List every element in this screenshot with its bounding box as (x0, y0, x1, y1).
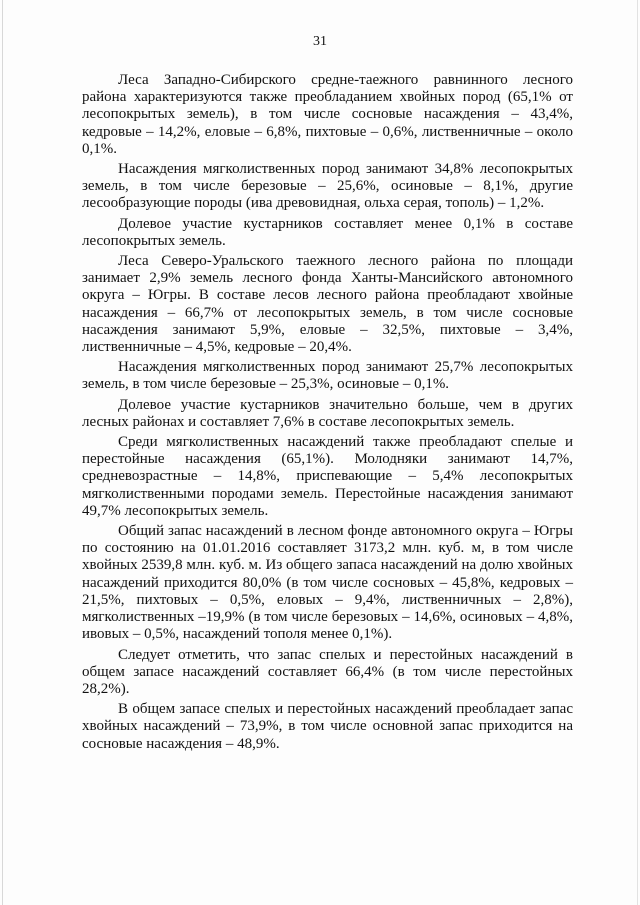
paragraph-6: Долевое участие кустарников значительно больше, чем в других лесных районах и составляет 7,6% в составе лесопокрытых земель. (82, 396, 573, 430)
paragraph-5: Насаждения мягколиственных пород занимают 25,7% лесопокрытых земель, в том числе березовые – 25,3%, осиновые – 0,1%. (82, 359, 573, 393)
paragraph-10: В общем запасе спелых и перестойных насаждений преобладает запас хвойных насаждений – 73,9%, в том числе основной запас приходится на сосновые насаждения – 48,9%. (82, 701, 573, 752)
document-body (82, 72, 573, 756)
page-number: 31 (313, 34, 327, 49)
paragraph-2: Насаждения мягколиственных пород занимают 34,8% лесопокрытых земель, в том числе березовые – 25,6%, осиновые – 8,1%, другие лесообразующие породы (ива древовидная, ольха серая, тополь) – 1,2%. (82, 161, 573, 212)
paragraph-3: Долевое участие кустарников составляет менее 0,1% в составе лесопокрытых земель. (82, 215, 573, 249)
paragraph-9: Следует отметить, что запас спелых и перестойных насаждений в общем запасе насаждений составляет 66,4% (в том числе перестойных 28,2%). (82, 646, 573, 697)
paragraph-4: Леса Северо-Уральского таежного лесного района по площади занимает 2,9% земель лесного фонда Ханты-Мансийского автономного округа – Югры. В составе лесов лесного района преобладают хвойные насаждения – 66,7% от лесопокрытых земель, в том числе сосновые насаждения занимают 5,9%, еловые – 32,5%, пихтовые – 3,4%, лиственничные – 4,5%, кедровые – 20,4%. (82, 253, 573, 356)
paragraph-1: Леса Западно-Сибирского средне-таежного равнинного лесного района характеризуются также преобладанием хвойных пород (65,1% от лесопокрытых земель), в том числе сосновые насаждения – 43,4%, кедровые – 14,2%, еловые – 6,8%, пихтовые – 0,6%, лиственничные – около 0,1%. (82, 72, 573, 157)
paragraph-8: Общий запас насаждений в лесном фонде автономного округа – Югры по состоянию на 01.01.2016 составляет 3173,2 млн. куб. м, в том числе хвойных 2539,8 млн. куб. м. Из общего запаса насаждений на долю хвойных насаждений приходится 80,0% (в том числе сосновых – 45,8%, кедровых – 21,5%, пихтовых – 0,5%, еловых – 9,4%, лиственничных – 2,8%), мягколиственных –19,9% (в том числе березовых – 14,6%, осиновых – 4,8%, ивовых – 0,5%, насаждений тополя менее 0,1%). (82, 523, 573, 643)
page-edge-right (637, 0, 638, 905)
page-edge-left (2, 0, 3, 905)
paragraph-7: Среди мягколиственных насаждений также преобладают спелые и перестойные насаждения (65,1%). Молодняки занимают 14,7%, средневозрастные – 14,8%, приспевающие – 5,4% лесопокрытых мягколиственными породами земель. Перестойные насаждения занимают 49,7% лесопокрытых земель. (82, 434, 573, 519)
